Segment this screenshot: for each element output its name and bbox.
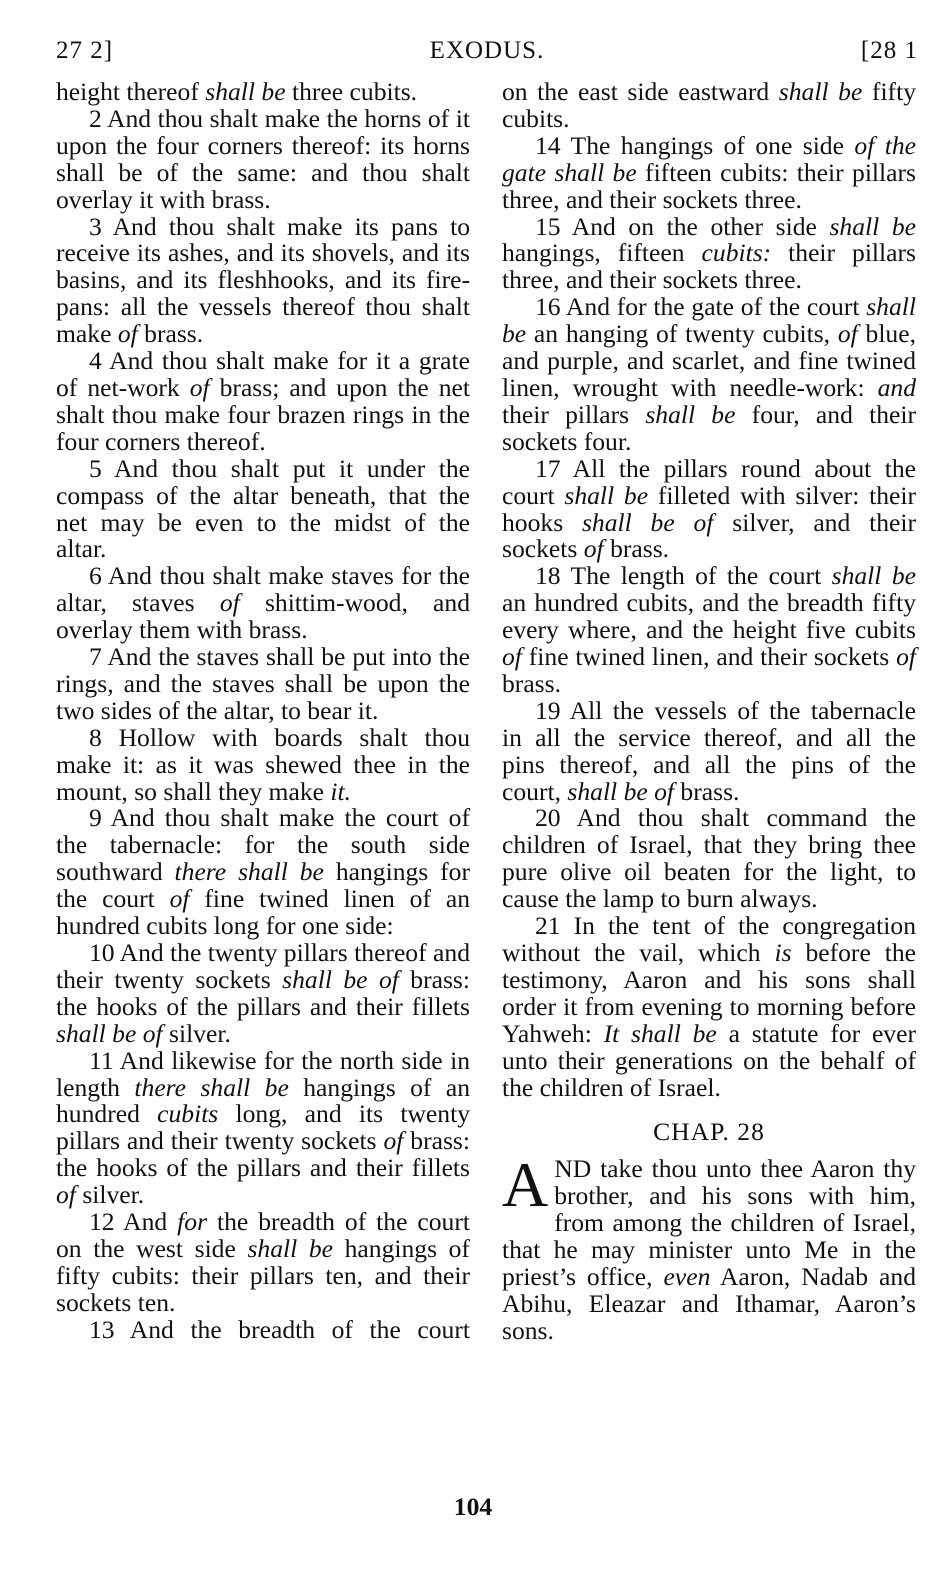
verse-paragraph [502,563,916,698]
chapter-opening-verse [502,1149,917,1345]
verse-paragraph [56,1045,471,1210]
verse-paragraph [56,211,470,349]
chapter-heading [502,1119,916,1146]
text-run: their pillars three, and their sockets three. [502,238,916,295]
verse-paragraph [56,722,470,806]
italic-text-run: of [56,1180,76,1210]
italic-text-run: of [837,319,858,349]
text-run: 11 And likewise for the north side in length [56,1045,470,1102]
text-run: blue, and purple, and scarlet, and fine twined linen, wrought with needle-work: [502,319,916,402]
text-run: fine twined linen of an hundred cubits long for one side: [56,884,471,941]
text-run: 3 And thou shalt make its pans to receive its ashes, and its shovels, and its basins, and its fleshhooks, and its fire-pans: all the vessels thereof thou shalt make [56,211,470,349]
text-run: hangings of fifty cubits: their pillars ten, and their sockets ten. [56,1233,470,1317]
text-run: brass; and upon the net shalt thou make four brazen rings in the four corners thereof. [56,372,470,456]
text-run: fifteen cubits: their pillars three, and their sockets three. [502,157,917,214]
italic-text-run: and [877,372,916,402]
text-run: shittim-wood, and overlay them with brass. [56,588,471,645]
text-run: silver. [162,1018,231,1048]
italic-text-run: shall be of [56,1018,163,1048]
text-run: fifty cubits. [502,77,916,133]
text-run: 12 And [89,1207,178,1237]
running-head [56,34,918,68]
text-run: 17 All the pillars round about the court [502,453,916,510]
verse-paragraph [56,563,470,644]
italic-text-run: shall be [831,561,916,591]
text-run: hangings, fifteen [502,238,702,268]
left-text-column [56,79,470,1344]
text-run: 2 And thou shalt make the horns of it upon the four corners thereof: its horns shall be of the same: and thou shalt overlay it with brass. [56,103,470,214]
text-run: 21 In the tent of the congregation without the vail, which [502,911,916,967]
right-text-column [502,79,916,1345]
italic-text-run: cubits: [701,238,772,268]
verse-paragraph [56,940,470,1048]
italic-text-run: shall be [205,77,286,106]
text-run: 18 The length of the court [535,561,832,591]
verse-paragraph [502,453,916,564]
verse-paragraph [502,913,916,1101]
text-run: brass. [603,534,670,564]
text-run: a statute for ever unto their generations on the behalf of the children of Israel. [502,1018,916,1102]
text-run: Aaron, Nadab and Abihu, Eleazar and Ithamar, Aaron’s sons. [502,1261,917,1345]
text-run: brass. [502,668,561,698]
italic-text-run: of [583,534,604,564]
text-run: the breadth of the court on the west side [56,1207,470,1263]
text-run: filleted with silver: their hooks [502,480,916,537]
text-run: 5 And thou shalt put it under the compass of the altar beneath, that the net may be even to the midst of the altar. [56,453,470,564]
verse-paragraph [56,805,470,940]
verse-paragraph [56,453,470,564]
text-run: an hundred cubits, and the breadth fifty every where, and the height five cubits [502,588,916,645]
text-run: an hanging of twenty cubits, [526,319,838,349]
text-run: 19 All the vessels of the tabernacle in all the service thereof, and all the pins thereof, and all the pins of the court, [502,695,916,806]
text-run: 7 And the staves shall be put into the rings, and the staves shall be upon the two sides of the altar, to bear it. [56,642,470,725]
text-run: silver, and their sockets [502,507,916,564]
italic-text-run: is [774,938,792,967]
italic-text-run: It shall be [603,1018,717,1048]
drop-cap-initial: A [502,1149,549,1221]
italic-text-run: there shall be [174,857,324,887]
text-run: their pillars [502,399,646,429]
italic-text-run: shall be [778,77,863,106]
verse-paragraph [56,1209,470,1317]
text-run: 14 The hangings of one side [535,130,855,160]
running-head-book-title: EXODUS. [429,37,545,64]
italic-text-run: of [189,372,210,402]
text-run: brass: the hooks of the pillars and their fillets [56,964,470,1021]
italic-text-run: shall be of [282,964,399,994]
italic-text-run: shall be of [567,776,675,806]
italic-text-run: of [502,642,522,672]
text-run: 9 And thou shalt make the court of the tabernacle: for the south side southward [56,803,470,887]
italic-text-run: there shall be [134,1072,289,1102]
italic-text-run: cubits [157,1099,219,1129]
italic-text-run: of [169,884,190,914]
italic-text-run: of [896,642,916,672]
italic-text-run: shall be [645,399,736,429]
text-run: three cubits. [285,77,418,106]
text-run: 10 And the twenty pillars thereof and their twenty sockets [56,938,470,994]
text-run: silver. [75,1180,145,1210]
running-head-left-reference: 27 2] [56,37,114,64]
verse-paragraph [56,644,470,725]
text-run: 4 And thou shalt make for it a grate of net-work [56,346,470,402]
italic-text-run: of the gate shall be [502,130,916,187]
italic-text-run: shall be of [581,507,714,537]
verse-paragraph [502,211,916,295]
text-run: 8 Hollow with boards shalt thou make it: as it was shewed thee in the mount, so shall they make [56,722,470,806]
italic-text-run: of [219,588,240,618]
verse-paragraph [502,130,917,214]
text-run: fine twined linen, and their sockets [521,642,897,672]
text-run: on the east side eastward [502,77,779,106]
italic-text-run: it. [330,776,352,806]
italic-text-run: shall be [829,211,916,241]
text-run: brass. [674,776,740,806]
text-run: hangings of an hundred [56,1072,470,1129]
text-run: before the testimony, Aaron and his sons shall order it from evening to morning before Yahweh: [502,938,916,1048]
text-run: ND take thou unto thee Aaron thy brother, and his sons with him, from among the children of Israel, that he may minister unto Me in the priest’s office, [502,1154,916,1291]
verse-paragraph [502,805,916,913]
verse-continuation [502,79,916,133]
text-run: four, and their sockets four. [502,399,916,456]
running-head-right-reference: [28 1 [860,37,918,64]
text-run: 16 And for the gate of the court [535,292,867,322]
verse-paragraph [56,1314,470,1344]
text-run: 20 And thou shalt command the children of Israel, that they bring thee pure olive oil beaten for the light, to cause the lamp to burn always. [502,803,916,914]
text-run: 6 And thou shalt make staves for the altar, staves [56,561,470,618]
text-run: brass. [137,319,204,349]
page-number: 104 [453,1492,493,1521]
text-run: CHAP. 28 [653,1117,765,1147]
text-run: height thereof [56,77,206,106]
italic-text-run: of [117,319,138,349]
italic-text-run: shall be [502,292,916,349]
italic-text-run: of [383,1126,404,1156]
verse-continuation [56,79,470,106]
text-run: hangings for the court [56,857,470,914]
verse-paragraph [56,103,470,214]
text-run: 13 And the breadth of the court [89,1314,470,1344]
verse-paragraph [502,695,916,806]
verse-paragraph [56,348,470,456]
verse-paragraph [502,294,916,455]
italic-text-run: shall be [247,1233,333,1263]
text-run: brass: the hooks of the pillars and their fillets [56,1126,471,1183]
text-run: 15 And on the other side [535,211,830,241]
text-run: long, and its twenty pillars and their twenty sockets [56,1099,470,1156]
italic-text-run: for [177,1207,208,1237]
italic-text-run: shall be [564,480,649,510]
italic-text-run: even [663,1261,711,1291]
